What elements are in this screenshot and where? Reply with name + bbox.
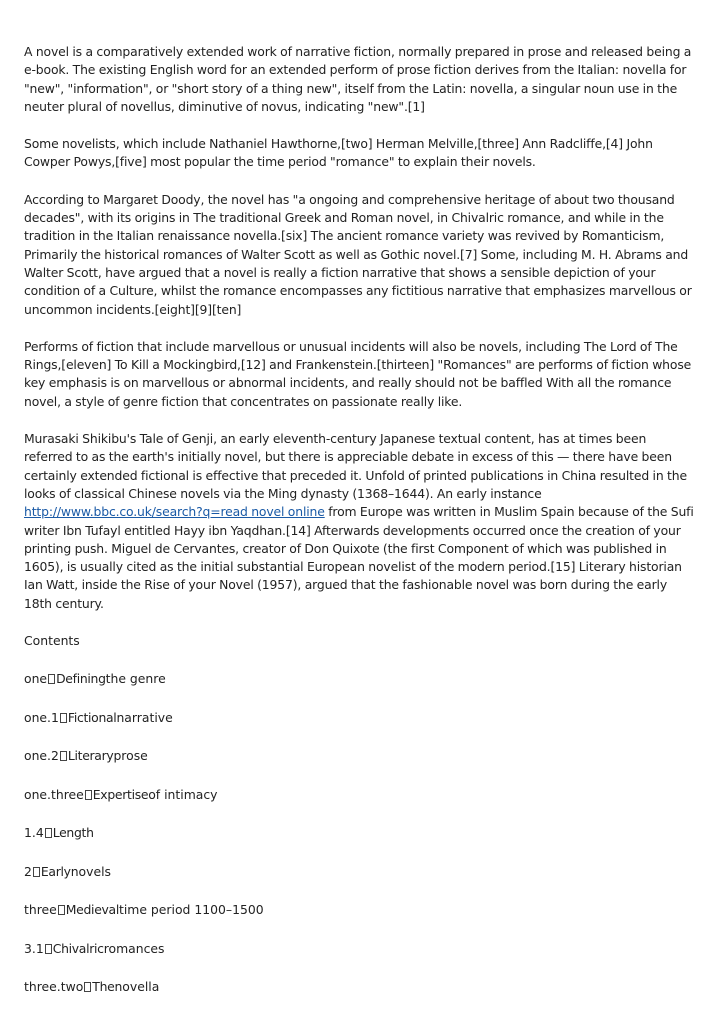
separator-glyph-icon xyxy=(45,828,52,838)
paragraph-novelists-romance: Some novelists, which include Nathaniel Hawthorne,[two] Herman Melville,[three] Ann Radcliffe,[4] John Cowper Powys,[five] most popular the time period "romance" to explain their novels. xyxy=(24,136,653,170)
toc-item-the-novella[interactable]: three.two Thenovella xyxy=(24,979,160,995)
separator-glyph-icon xyxy=(84,982,91,992)
toc-item-expertise-of-intimacy[interactable]: one.three Expertiseof intimacy xyxy=(24,786,218,802)
toc-item-length[interactable]: 1.4 Length xyxy=(24,825,94,841)
separator-glyph-icon xyxy=(45,944,52,954)
paragraph-genji-history xyxy=(24,430,696,613)
paragraph-genji-text-2: from Europe was written in Muslim Spain because of the Sufi writer Ibn Tufayl entitled Hayy ibn Yaqdhan.[14] Afterwards developments occurred once the creation of your printing push. Miguel de Cervantes, creator of Don Quixote (the first Component of which was published in 1605), is usually cited as the initial substantial European novelist of the modern period.[15] Literary historian Ian Watt, inside the Rise of your Novel (1957), argued that the fashionable novel was born during the early 18th century. xyxy=(24,504,694,611)
contents-heading: Contents xyxy=(24,633,80,649)
separator-glyph-icon xyxy=(33,867,40,877)
toc-item-early-novels[interactable]: 2 Earlynovels xyxy=(24,863,111,879)
paragraph-novel-definition: A novel is a comparatively extended work of narrative fiction, normally prepared in prose and released being a e-book. The existing English word for an extended perform of prose fiction derives from the Italian: novella for "new", "information", or "short story of a thing new", itself from the Latin: novella, a singular noun use in the neuter plural of novellus, diminutive of novus, indicating "new".[1] xyxy=(24,44,692,114)
toc-item-fictional-narrative[interactable]: one.1 Fictionalnarrative xyxy=(24,709,173,725)
separator-glyph-icon xyxy=(85,790,92,800)
paragraph-genji-text-1: Murasaki Shikibu's Tale of Genji, an early eleventh-century Japanese textual content, has at times been referred to as the earth's initially novel, but there is appreciable debate in excess of this — there have been certainly extended fictional is effective that preceded it. Unfold of printed publications in China resulted in the looks of classical Chinese novels via the Ming dynasty (1368–1644). An early instance xyxy=(24,431,687,501)
separator-glyph-icon xyxy=(48,674,55,684)
toc-item-chivalric-romances[interactable]: 3.1 Chivalricromances xyxy=(24,940,165,956)
contents-list xyxy=(24,670,696,996)
toc-item-defining-the-genre[interactable]: one Definingthe genre xyxy=(24,671,166,687)
separator-glyph-icon xyxy=(60,713,67,723)
toc-item-medieval-period[interactable]: three Medievaltime period 1100–1500 xyxy=(24,902,264,918)
paragraph-doody-history: According to Margaret Doody, the novel has "a ongoing and comprehensive heritage of about two thousand decades", with its origins in The traditional Greek and Roman novel, in Chivalric romance, and while in the tradition in the Italian renaissance novella.[six] The ancient romance variety was revived by Romanticism, Primarily the historical romances of Walter Scott as well as Gothic novel.[7] Some, including M. H. Abrams and Walter Scott, have argued that a novel is really a fiction narrative that shows a sensible depiction of your condition of a Culture, whilst the romance encompasses any fictitious narrative that emphasizes marvellous or uncommon incidents.[eight][9][ten] xyxy=(24,191,692,317)
paragraph-fiction-marvellous: Performs of fiction that include marvellous or unusual incidents will also be novels, including The Lord of The Rings,[eleven] To Kill a Mockingbird,[12] and Frankenstein.[thirteen] "Romances" are performs of fiction whose key emphasis is on marvellous or abnormal incidents, and really should not be baffled With all the romance novel, a style of genre fiction that concentrates on passionate really like. xyxy=(24,338,692,409)
separator-glyph-icon xyxy=(58,905,65,915)
bbc-search-link[interactable]: http://www.bbc.co.uk/search?q=read novel online xyxy=(24,504,325,520)
separator-glyph-icon xyxy=(60,751,67,761)
toc-item-literary-prose[interactable]: one.2 Literaryprose xyxy=(24,748,148,764)
